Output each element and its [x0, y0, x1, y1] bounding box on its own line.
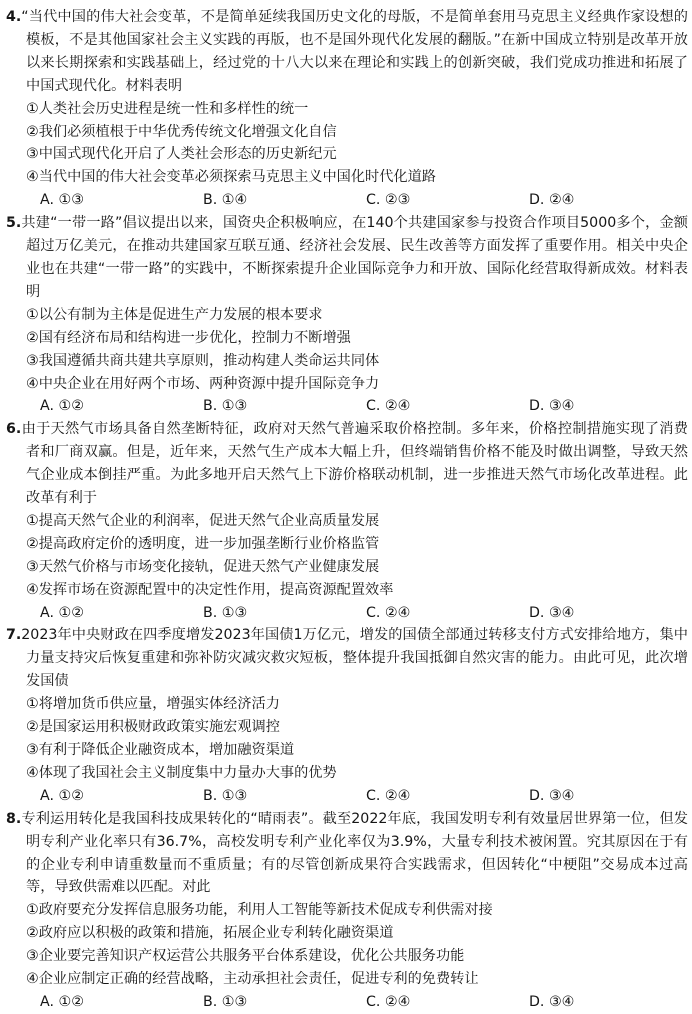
option-statement: ④发挥市场在资源配置中的决定性作用，提高资源配置效率: [26, 581, 394, 598]
option-statement: ④当代中国的伟大社会变革必须探索马克思主义中国化时代化道路: [26, 169, 436, 186]
choice-b: B. ①③: [203, 398, 248, 415]
choice-a: A. ①②: [40, 993, 84, 1010]
question-stem: [0, 624, 692, 693]
question-8: [0, 808, 692, 1014]
question-4: [0, 6, 692, 212]
choice-b: B. ①④: [203, 192, 248, 209]
answer-choices: [0, 785, 640, 808]
choice-c: C. ②④: [366, 787, 411, 804]
choice-d: D. ②④: [529, 192, 575, 209]
choice-d: D. ③④: [529, 993, 575, 1010]
answer-choices: [0, 189, 640, 212]
option-statement: ③中国式现代化开启了人类社会形态的历史新纪元: [26, 146, 337, 163]
question-text: “当代中国的伟大社会变革，不是简单延续我国历史文化的母版，不是简单套用马克思主义经典作家设想的模板，不是其他国家社会主义实践的再版，也不是国外现代化发展的翻版。”在新中国成立特别是改革开放以来长期探索和实践基础上，经过党的十八大以来在理论和实践上的创新突破，我们党成功推进和拓展了中国式现代化。材料表明: [21, 9, 688, 94]
choice-a: A. ①②: [40, 787, 84, 804]
question-text: 共建“一带一路”倡议提出以来，国资央企积极响应，在140个共建国家参与投资合作项目5000多个，金额超过万亿美元，在推动共建国家互联互通、经济社会发展、民生改善等方面发挥了重要作用。相关中央企业也在共建“一带一路”的实践中，不断探索提升企业国际竞争力和开放、国际化经营取得新成效。材料表明: [21, 215, 688, 300]
option-statement: ①将增加货币供应量，增强实体经济活力: [26, 696, 280, 713]
option-statement: ③天然气价格与市场变化接轨，促进天然气产业健康发展: [26, 558, 380, 575]
choice-d: D. ③④: [529, 604, 575, 621]
option-statement: ①政府要充分发挥信息服务功能，利用人工智能等新技术促成专利供需对接: [26, 902, 493, 919]
choice-b: B. ①③: [203, 787, 248, 804]
question-7: [0, 624, 692, 807]
option-statement: ④体现了我国社会主义制度集中力量办大事的优势: [26, 764, 337, 781]
choice-c: C. ②④: [366, 993, 411, 1010]
question-5: [0, 212, 692, 418]
choice-a: A. ①③: [40, 192, 84, 209]
choice-b: B. ①③: [203, 993, 248, 1010]
question-6: [0, 418, 692, 624]
option-statement: ②我们必须植根于中华优秀传统文化增强文化自信: [26, 123, 337, 140]
option-statement: ①人类社会历史进程是统一性和多样性的统一: [26, 100, 309, 117]
choice-a: A. ①②: [40, 604, 84, 621]
question-stem: [0, 6, 692, 98]
option-statement: ④中央企业在用好两个市场、两种资源中提升国际竞争力: [26, 375, 380, 392]
answer-choices: [0, 395, 640, 418]
question-number: 7.: [6, 627, 22, 644]
choice-b: B. ①③: [203, 604, 248, 621]
question-text: 由于天然气市场具备自然垄断特征，政府对天然气普遍采取价格控制。多年来，价格控制措施实现了消费者和厂商双赢。但是，近年来，天然气生产成本大幅上升，但终端销售价格不能及时做出调整，导致天然气企业成本倒挂严重。为此多地开启天然气上下游价格联动机制，进一步推进天然气市场化改革进程。此改革有利于: [21, 421, 688, 507]
question-stem: [0, 418, 692, 510]
question-number: 8.: [6, 810, 22, 827]
option-statement: ②政府应以积极的政策和措施，拓展企业专利转化融资渠道: [26, 925, 394, 942]
answer-choices: [0, 602, 640, 625]
question-stem: [0, 212, 692, 304]
option-statement: ②提高政府定价的透明度，进一步加强垄断行业价格监管: [26, 535, 380, 552]
option-statement: ③我国遵循共商共建共享原则，推动构建人类命运共同体: [26, 352, 380, 369]
question-number: 6.: [6, 421, 22, 438]
question-number: 4.: [6, 9, 22, 25]
question-text: 2023年中央财政在四季度增发2023年国债1万亿元，增发的国债全部通过转移支付方式安排给地方，集中力量支持灾后恢复重建和弥补防灾减灾救灾短板，整体提升我国抵御自然灾害的能力。由此可见，此次增发国债: [21, 627, 688, 690]
choice-c: C. ②④: [366, 398, 411, 415]
option-statement: ②是国家运用积极财政政策实施宏观调控: [26, 719, 280, 736]
option-statement: ④企业应制定正确的经营战略，主动承担社会责任，促进专利的免费转让: [26, 971, 479, 988]
choice-d: D. ③④: [529, 787, 575, 804]
question-number: 5.: [6, 215, 22, 232]
choice-c: C. ②④: [366, 604, 411, 621]
option-statement: ①提高天然气企业的利润率，促进天然气企业高质量发展: [26, 512, 380, 529]
question-stem: [0, 808, 692, 900]
option-statement: ①以公有制为主体是促进生产力发展的根本要求: [26, 306, 323, 323]
choice-c: C. ②③: [366, 192, 411, 209]
question-text: 专利运用转化是我国科技成果转化的“晴雨表”。截至2022年底，我国发明专利有效量居世界第一位，但发明专利产业化率只有36.7%，高校发明专利产业化率仅为3.9%，大量专利技术被闲置。究其原因在于有的企业专利申请重数量而不重质量；有的尽管创新成果符合实践需求，但因转化“中梗阻”交易成本过高等，导致供需难以匹配。对此: [21, 810, 688, 896]
answer-choices: [0, 991, 640, 1014]
choice-d: D. ③④: [529, 398, 575, 415]
option-statement: ②国有经济布局和结构进一步优化，控制力不断增强: [26, 329, 351, 346]
option-statement: ③有利于降低企业融资成本，增加融资渠道: [26, 742, 295, 758]
choice-a: A. ①②: [40, 398, 84, 415]
option-statement: ③企业要完善知识产权运营公共服务平台体系建设，优化公共服务功能: [26, 948, 465, 965]
